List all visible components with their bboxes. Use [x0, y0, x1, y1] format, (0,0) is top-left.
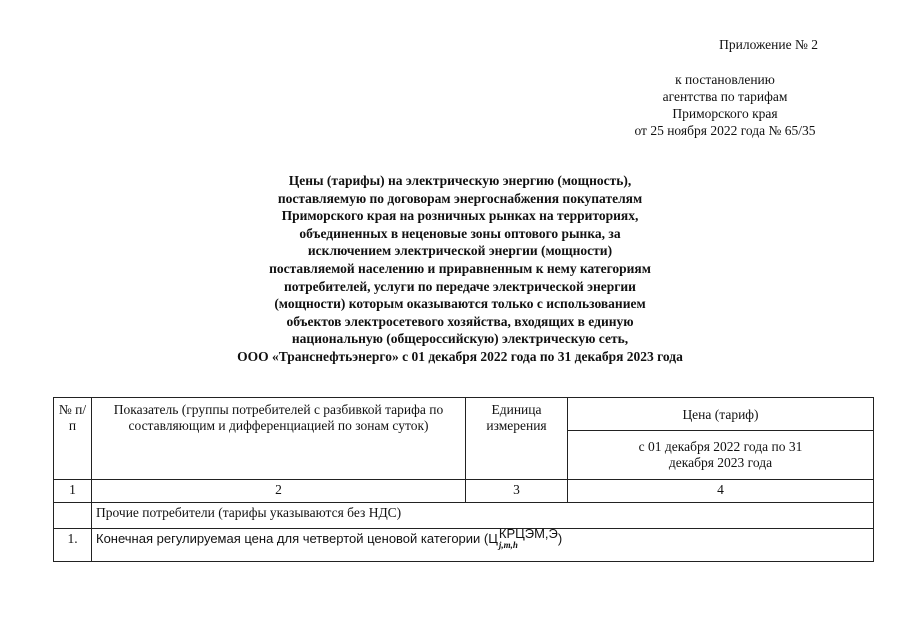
resolution-reference	[595, 71, 855, 139]
title-line: поставляемой населению и приравненным к нему категориям	[269, 260, 651, 276]
resolution-line: к постановлению	[675, 72, 775, 87]
section-label: Прочие потребители (тарифы указываются без НДС)	[92, 503, 874, 529]
title-line: поставляемую по договорам энергоснабжения покупателям	[277, 190, 643, 206]
header-price: Цена (тариф)	[568, 398, 874, 431]
appendix-number: Приложение № 2	[719, 37, 818, 52]
title-line: объектов электросетевого хозяйства, входящих в единую	[286, 313, 634, 329]
resolution-line: от 25 ноября 2022 года № 65/35	[634, 123, 816, 138]
title-line: национальную (общероссийскую) электрическую сеть,	[291, 331, 629, 347]
title-line: (мощности) которым оказываются только с использованием	[274, 296, 646, 312]
price-symbol-subscript: j,m,h	[498, 540, 518, 550]
row-label-text: Конечная регулируемая цена для четвертой ценовой категории (	[96, 531, 489, 547]
column-number: 3	[466, 480, 568, 503]
header-unit: Единица измерения	[466, 398, 568, 480]
column-number: 2	[92, 480, 466, 503]
price-symbol: Ц	[488, 531, 498, 547]
header-num: № п/п	[54, 398, 92, 480]
resolution-line: агентства по тарифам	[662, 89, 788, 104]
resolution-line: Приморского края	[672, 106, 778, 121]
title-line: Приморского края на розничных рынках на территориях,	[281, 208, 639, 224]
title-line: ООО «Транснефтьэнерго» с 01 декабря 2022 года по 31 декабря 2023 года	[237, 348, 683, 364]
row-label-end: )	[557, 531, 563, 547]
price-symbol-superscript: КРЦЭМ,Э	[498, 526, 558, 541]
title-line: исключением электрической энергии (мощности)	[307, 243, 613, 259]
row-label	[92, 526, 874, 562]
header-indicator: Показатель (группы потребителей с разбивкой тарифа по составляющим и дифференциацией по зонам суток)	[92, 398, 466, 480]
column-number: 1	[54, 480, 92, 503]
title-line: потребителей, услуги по передаче электрической энергии	[284, 278, 636, 294]
header-period: с 01 декабря 2022 года по 31 декабря 2023 года	[568, 431, 874, 480]
section-num-cell	[54, 503, 92, 529]
column-number: 4	[568, 480, 874, 503]
tariff-table	[53, 397, 874, 562]
title-line: объединенных в неценовые зоны оптового рынка, за	[299, 225, 621, 241]
document-title	[130, 172, 790, 366]
title-line: Цены (тарифы) на электрическую энергию (мощность),	[288, 173, 632, 188]
price-symbol-indices	[498, 526, 558, 550]
row-number: 1.	[54, 529, 92, 562]
